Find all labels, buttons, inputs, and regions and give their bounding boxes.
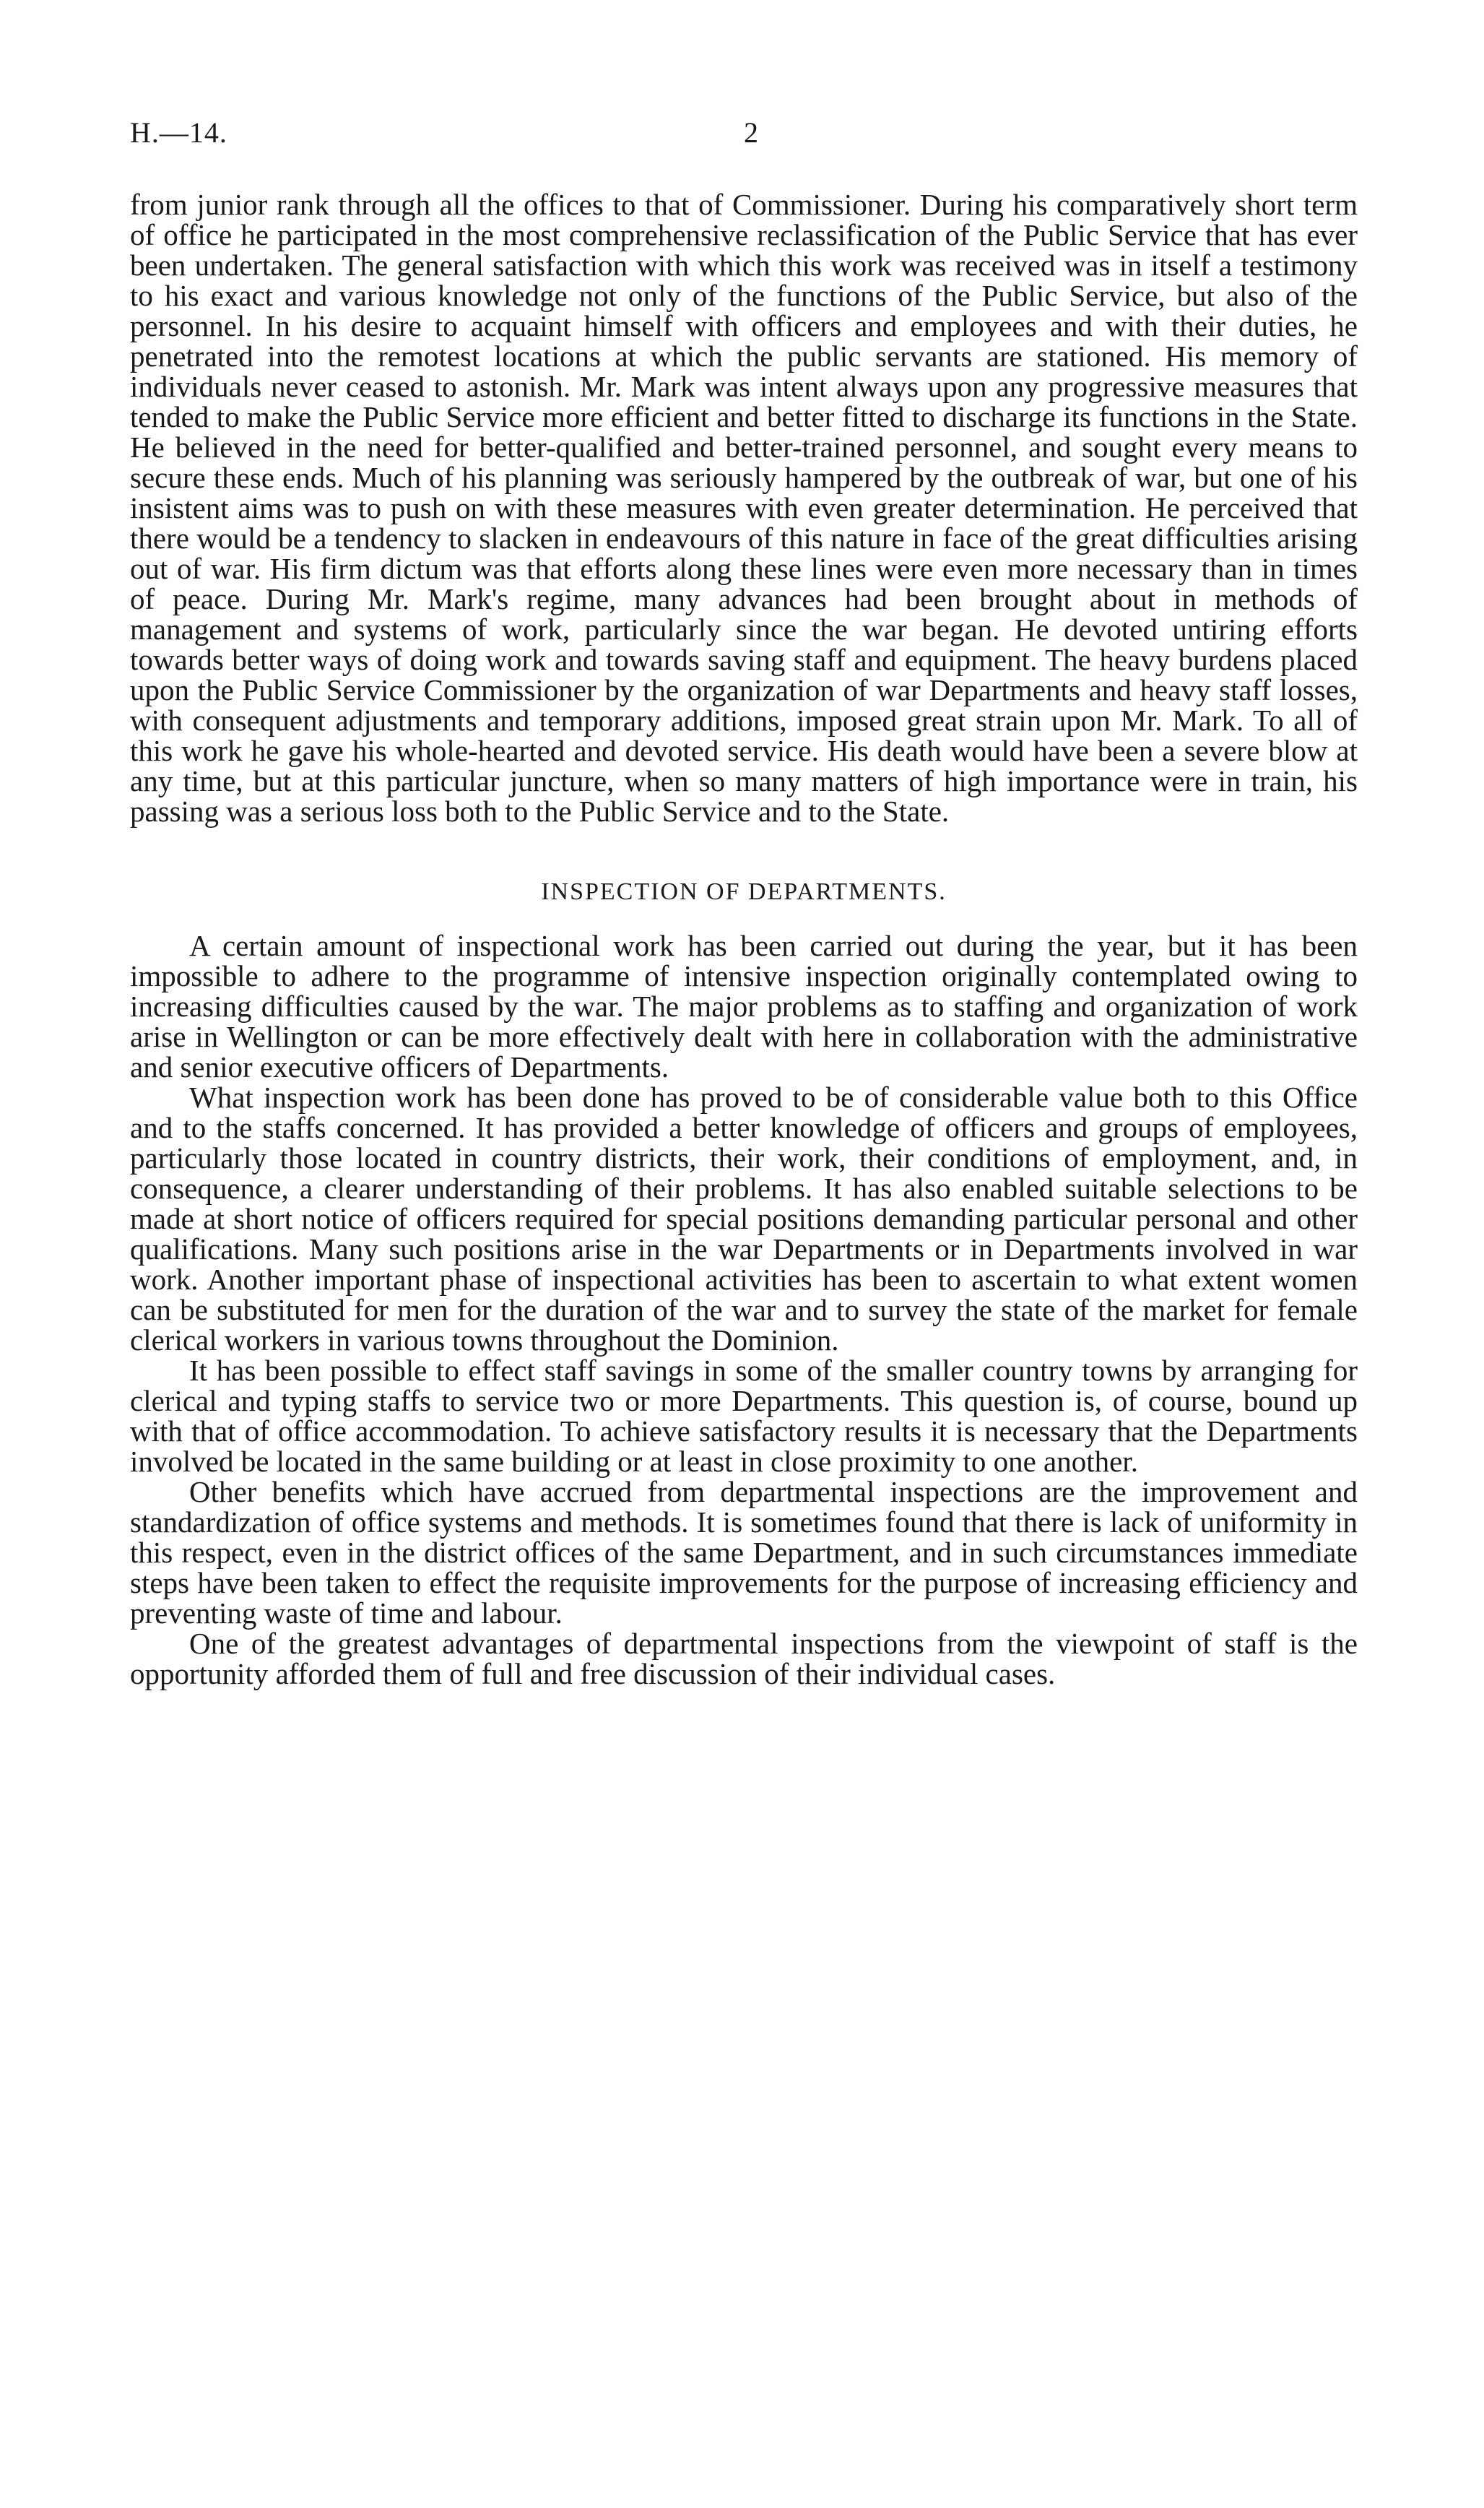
intro-paragraph: from junior rank through all the offices to that of Commissioner. During his comparatively short term of office he participated in the most comprehensive reclassification of the Public Service that has ever been undertaken. The general satisfaction with which this work was received was in itself a testimony to his exact and various knowledge not only of the functions of the Public Service, but also of the personnel. In his desire to acquaint himself with officers and employees and with their duties, he penetrated into the remotest locations at which the public servants are stationed. His memory of individuals never ceased to astonish. Mr. Mark was intent always upon any progressive measures that tended to make the Public Service more efficient and better fitted to discharge its functions in the State. He believed in the need for better-qualified and better-trained personnel, and sought every means to secure these ends. Much of his planning was seriously hampered by the outbreak of war, but one of his insistent aims was to push on with these measures with even greater determination. He perceived that there would be a tendency to slacken in endeavours of this nature in face of the great difficulties arising out of war. His firm dictum was that efforts along these lines were even more necessary than in times of peace. During Mr. Mark's regime, many advances had been brought about in methods of management and systems of work, particularly since the war began. He devoted untiring efforts towards better ways of doing work and towards saving staff and equipment. The heavy burdens placed upon the Public Service Commissioner by the organization of war Departments and heavy staff losses, with consequent adjustments and temporary additions, imposed great strain upon Mr. Mark. To all of this work he gave his whole-hearted and devoted service. His death would have been a severe blow at any time, but at this particular juncture, when so many matters of high importance were in train, his passing was a serious loss both to the Public Service and to the State. (130, 188, 1358, 828)
section-paragraph-3: It has been possible to effect staff savings in some of the smaller country towns by arranging for clerical and typing staffs to service two or more Departments. This question is, of course, bound up with that of office accommodation. To achieve satisfactory results it is necessary that the Departments involved be located in the same building or at least in close proximity to one another. (130, 1354, 1358, 1478)
section-heading: INSPECTION OF DEPARTMENTS. (541, 878, 947, 905)
section-paragraph-1: A certain amount of inspectional work has been carried out during the year, but it has been impossible to adhere to the programme of intensive inspection originally contemplated owing to increasing difficulties caused by the war. The major problems as to staffing and organization of work arise in Wellington or can be more effectively dealt with here in collaboration with the administrative and senior executive officers of Departments. (130, 929, 1358, 1084)
page-number: 2 (744, 116, 758, 149)
section-paragraph-4: Other benefits which have accrued from departmental inspections are the improvement and standardization of office systems and methods. It is sometimes found that there is lack of uniformity in this respect, even in the district offices of the same Department, and in such circumstances immediate steps have been taken to effect the requisite improvements for the purpose of increasing efficiency and preventing waste of time and labour. (130, 1475, 1358, 1630)
section-paragraph-5: One of the greatest advantages of departmental inspections from the viewpoint of staff is the opportunity afforded them of full and free discussion of their individual cases. (130, 1627, 1358, 1690)
document-reference: H.—14. (130, 116, 227, 149)
section-paragraph-2: What inspection work has been done has proved to be of considerable value both to this Office and to the staffs concerned. It has provided a better knowledge of officers and groups of employees, particularly those located in country districts, their work, their conditions of employment, and, in consequence, a clearer understanding of their problems. It has also enabled suitable selections to be made at short notice of officers required for special positions demanding particular personal and other qualifications. Many such positions arise in the war Departments or in Departments involved in war work. Another important phase of inspectional activities has been to ascertain to what extent women can be substituted for men for the duration of the war and to survey the state of the market for female clerical workers in various towns throughout the Dominion. (130, 1081, 1358, 1357)
page-header (130, 116, 1358, 159)
body-text (130, 189, 1358, 1689)
